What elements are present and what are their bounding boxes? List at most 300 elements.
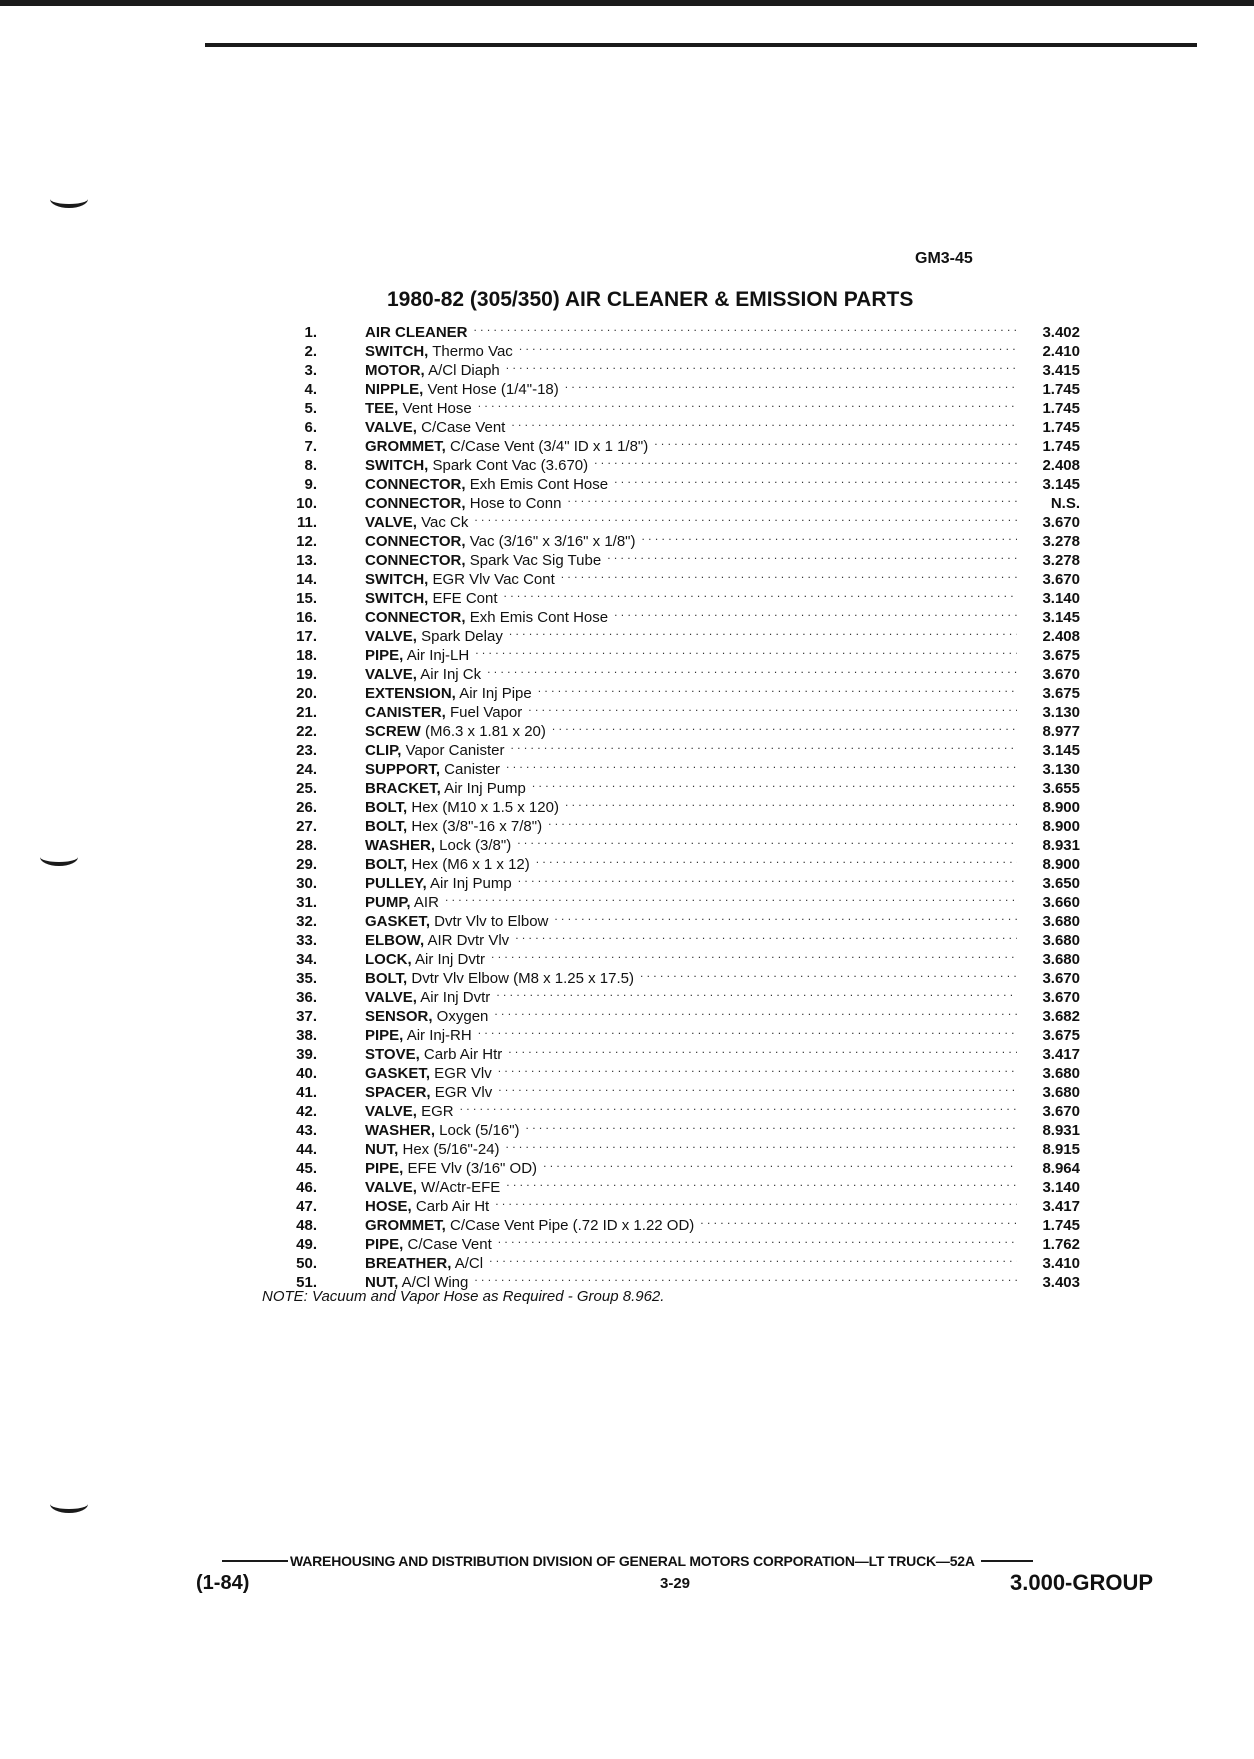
part-group-number: 3.417 xyxy=(1042,1198,1080,1215)
part-detail: Fuel Vapor xyxy=(445,704,523,721)
part-number: 38. xyxy=(296,1027,317,1044)
part-detail: Vac (3/16" x 3/16" x 1/8") xyxy=(465,533,636,550)
part-number: 10. xyxy=(296,495,317,512)
part-group-number: 8.977 xyxy=(1042,723,1080,740)
part-detail: Hex (5/16"-24) xyxy=(398,1141,500,1158)
part-detail: W/Actr-EFE xyxy=(416,1179,501,1196)
part-name: EXTENSION, xyxy=(365,685,456,702)
leader-dots xyxy=(511,413,1017,432)
leader-dots xyxy=(654,432,1017,451)
part-row xyxy=(270,945,1080,968)
part-name: VALVE, xyxy=(365,1103,417,1120)
part-group-number: 3.415 xyxy=(1042,362,1080,379)
part-detail: Air Inj Dvtr xyxy=(411,951,486,968)
part-detail: Spark Cont Vac (3.670) xyxy=(428,457,589,474)
part-detail: Lock (5/16") xyxy=(435,1122,520,1139)
leader-dots xyxy=(478,394,1017,413)
part-group-number: 1.745 xyxy=(1042,381,1080,398)
part-row xyxy=(270,1268,1080,1291)
part-name: ELBOW, xyxy=(365,932,425,949)
part-number: 21. xyxy=(296,704,317,721)
leader-dots xyxy=(543,1154,1017,1173)
part-name: PIPE, xyxy=(365,1160,404,1177)
part-number: 2. xyxy=(304,343,317,360)
part-group-number: 3.680 xyxy=(1042,1084,1080,1101)
part-name: SPACER, xyxy=(365,1084,431,1101)
leader-dots xyxy=(538,679,1017,698)
part-number: 7. xyxy=(304,438,317,455)
part-row xyxy=(270,1154,1080,1177)
part-detail: Vent Hose xyxy=(398,400,472,417)
leader-dots xyxy=(487,660,1017,679)
part-name: VALVE, xyxy=(365,1179,417,1196)
part-detail: Exh Emis Cont Hose xyxy=(465,476,609,493)
part-row xyxy=(270,1249,1080,1272)
part-row xyxy=(270,907,1080,930)
part-name: AIR CLEANER xyxy=(365,324,468,341)
part-number: 6. xyxy=(304,419,317,436)
part-number: 48. xyxy=(296,1217,317,1234)
part-detail: EGR Vlv Vac Cont xyxy=(428,571,555,588)
part-name: BOLT, xyxy=(365,970,408,987)
part-group-number: 3.417 xyxy=(1042,1046,1080,1063)
part-detail: Vac Ck xyxy=(416,514,469,531)
leader-dots xyxy=(506,1173,1017,1192)
part-row xyxy=(270,1002,1080,1025)
part-group-number: 3.130 xyxy=(1042,704,1080,721)
leader-dots xyxy=(536,850,1017,869)
leader-dots xyxy=(504,584,1017,603)
part-detail: Hex (M10 x 1.5 x 120) xyxy=(407,799,559,816)
part-name: CLIP, xyxy=(365,742,402,759)
leader-dots xyxy=(614,603,1017,622)
part-row xyxy=(270,394,1080,417)
part-row xyxy=(270,508,1080,531)
page-title: 1980-82 (305/350) AIR CLEANER & EMISSION PARTS xyxy=(387,288,914,311)
part-group-number: 1.745 xyxy=(1042,438,1080,455)
part-number: 22. xyxy=(296,723,317,740)
part-group-number: 3.675 xyxy=(1042,685,1080,702)
part-row xyxy=(270,1230,1080,1253)
part-row xyxy=(270,1116,1080,1139)
leader-dots xyxy=(519,337,1017,356)
part-name: MOTOR, xyxy=(365,362,425,379)
leader-dots xyxy=(614,470,1017,489)
part-detail: Hex (3/8"-16 x 7/8") xyxy=(407,818,543,835)
part-number: 15. xyxy=(296,590,317,607)
part-number: 27. xyxy=(296,818,317,835)
leader-dots xyxy=(478,1021,1017,1040)
part-number: 25. xyxy=(296,780,317,797)
part-row xyxy=(270,546,1080,569)
leader-dots xyxy=(495,1192,1017,1211)
part-detail: Air Inj Pump xyxy=(440,780,526,797)
leader-dots xyxy=(565,375,1017,394)
part-name: VALVE, xyxy=(365,628,417,645)
part-detail: A/Cl xyxy=(451,1255,484,1272)
part-row xyxy=(270,432,1080,455)
part-detail: Oxygen xyxy=(432,1008,489,1025)
footer-page-number: 3-29 xyxy=(660,1575,691,1592)
part-detail: Hex (M6 x 1 x 12) xyxy=(407,856,530,873)
part-name: SCREW xyxy=(365,723,421,740)
part-detail: C/Case Vent xyxy=(416,419,506,436)
footer-line xyxy=(222,1553,1172,1569)
part-row xyxy=(270,869,1080,892)
part-detail: Carb Air Ht xyxy=(411,1198,490,1215)
part-name: PUMP, xyxy=(365,894,411,911)
part-row xyxy=(270,774,1080,797)
part-number: 41. xyxy=(296,1084,317,1101)
part-detail: Vapor Canister xyxy=(401,742,505,759)
part-name: PIPE, xyxy=(365,647,404,664)
part-name: CONNECTOR, xyxy=(365,552,466,569)
part-row xyxy=(270,470,1080,493)
part-group-number: 3.410 xyxy=(1042,1255,1080,1272)
part-number: 20. xyxy=(296,685,317,702)
leader-dots xyxy=(561,565,1017,584)
part-detail: Dvtr Vlv to Elbow xyxy=(430,913,549,930)
page-code: GM3-45 xyxy=(915,250,973,267)
part-group-number: 3.278 xyxy=(1042,552,1080,569)
part-number: 23. xyxy=(296,742,317,759)
part-group-number: 3.680 xyxy=(1042,913,1080,930)
part-group-number: 8.900 xyxy=(1042,799,1080,816)
part-number: 49. xyxy=(296,1236,317,1253)
leader-dots xyxy=(474,1268,1017,1287)
leader-dots xyxy=(515,926,1017,945)
part-name: NUT, xyxy=(365,1141,399,1158)
part-number: 5. xyxy=(304,400,317,417)
part-name: PIPE, xyxy=(365,1027,404,1044)
leader-dots xyxy=(506,755,1017,774)
part-row xyxy=(270,1097,1080,1120)
footer-date: (1-84) xyxy=(196,1572,250,1594)
part-name: LOCK, xyxy=(365,951,412,968)
part-name: NUT, xyxy=(365,1274,399,1291)
part-group-number: 3.670 xyxy=(1042,970,1080,987)
part-row xyxy=(270,698,1080,721)
leader-dots xyxy=(511,736,1017,755)
leader-dots xyxy=(496,983,1017,1002)
part-number: 47. xyxy=(296,1198,317,1215)
part-detail: Air Inj-LH xyxy=(403,647,470,664)
leader-dots xyxy=(506,1135,1017,1154)
part-number: 14. xyxy=(296,571,317,588)
part-number: 35. xyxy=(296,970,317,987)
footer-division-text: WAREHOUSING AND DISTRIBUTION DIVISION OF GENERAL MOTORS CORPORATION—LT TRUCK—52A xyxy=(290,1553,975,1569)
part-number: 3. xyxy=(304,362,317,379)
part-name: SWITCH, xyxy=(365,343,429,360)
part-name: PIPE, xyxy=(365,1236,404,1253)
part-number: 36. xyxy=(296,989,317,1006)
binder-hole-mark xyxy=(50,1495,88,1513)
part-group-number: 2.408 xyxy=(1042,457,1080,474)
binder-hole-mark xyxy=(40,848,78,866)
part-detail: Air Inj Ck xyxy=(416,666,482,683)
footer-rule-left xyxy=(222,1560,288,1562)
part-detail: EGR xyxy=(416,1103,454,1120)
part-detail: Hose to Conn xyxy=(465,495,562,512)
part-number: 42. xyxy=(296,1103,317,1120)
part-row xyxy=(270,850,1080,873)
part-group-number: 3.670 xyxy=(1042,571,1080,588)
part-row xyxy=(270,1211,1080,1234)
part-name: WASHER, xyxy=(365,1122,436,1139)
part-group-number: 3.145 xyxy=(1042,742,1080,759)
part-number: 40. xyxy=(296,1065,317,1082)
part-row xyxy=(270,641,1080,664)
part-group-number: 2.410 xyxy=(1042,343,1080,360)
page-top-border xyxy=(0,0,1254,6)
leader-dots xyxy=(498,1078,1017,1097)
part-name: BREATHER, xyxy=(365,1255,452,1272)
leader-dots xyxy=(498,1230,1017,1249)
part-name: CONNECTOR, xyxy=(365,609,466,626)
part-group-number: 3.670 xyxy=(1042,514,1080,531)
part-group-number: 1.745 xyxy=(1042,419,1080,436)
part-row xyxy=(270,679,1080,702)
leader-dots xyxy=(474,508,1017,527)
part-group-number: 3.140 xyxy=(1042,1179,1080,1196)
part-row xyxy=(270,318,1080,341)
part-row xyxy=(270,1021,1080,1044)
part-name: CONNECTOR, xyxy=(365,495,466,512)
leader-dots xyxy=(474,318,1017,337)
part-group-number: 8.900 xyxy=(1042,818,1080,835)
part-name: VALVE, xyxy=(365,514,417,531)
part-name: PULLEY, xyxy=(365,875,427,892)
part-group-number: 3.403 xyxy=(1042,1274,1080,1291)
part-number: 17. xyxy=(296,628,317,645)
part-name: NIPPLE, xyxy=(365,381,424,398)
part-detail: Exh Emis Cont Hose xyxy=(465,609,609,626)
part-row xyxy=(270,356,1080,379)
part-detail: Air Inj Pipe xyxy=(455,685,532,702)
part-name: VALVE, xyxy=(365,666,417,683)
part-name: VALVE, xyxy=(365,419,417,436)
part-name: BOLT, xyxy=(365,818,408,835)
part-detail: EFE Vlv (3/16" OD) xyxy=(403,1160,538,1177)
part-number: 26. xyxy=(296,799,317,816)
part-row xyxy=(270,964,1080,987)
part-row xyxy=(270,717,1080,740)
part-row xyxy=(270,337,1080,360)
part-number: 12. xyxy=(296,533,317,550)
leader-dots xyxy=(640,964,1017,983)
part-number: 19. xyxy=(296,666,317,683)
part-group-number: 1.745 xyxy=(1042,400,1080,417)
part-number: 34. xyxy=(296,951,317,968)
part-group-number: 1.762 xyxy=(1042,1236,1080,1253)
part-detail: A/Cl Diaph xyxy=(424,362,500,379)
part-group-number: 3.655 xyxy=(1042,780,1080,797)
part-number: 9. xyxy=(304,476,317,493)
part-group-number: 3.670 xyxy=(1042,1103,1080,1120)
part-number: 33. xyxy=(296,932,317,949)
part-name: CONNECTOR, xyxy=(365,476,466,493)
part-detail: Air Inj Pump xyxy=(426,875,512,892)
leader-dots xyxy=(565,793,1017,812)
part-number: 29. xyxy=(296,856,317,873)
leader-dots xyxy=(552,717,1017,736)
part-group-number: 3.675 xyxy=(1042,647,1080,664)
part-number: 43. xyxy=(296,1122,317,1139)
part-group-number: 3.675 xyxy=(1042,1027,1080,1044)
leader-dots xyxy=(509,622,1017,641)
part-row xyxy=(270,793,1080,816)
part-group-number: 8.964 xyxy=(1042,1160,1080,1177)
leader-dots xyxy=(554,907,1017,926)
leader-dots xyxy=(498,1059,1017,1078)
leader-dots xyxy=(526,1116,1017,1135)
part-name: GASKET, xyxy=(365,913,431,930)
part-detail: (M6.3 x 1.81 x 20) xyxy=(420,723,546,740)
part-group-number: 3.145 xyxy=(1042,609,1080,626)
part-name: CONNECTOR, xyxy=(365,533,466,550)
part-name: STOVE, xyxy=(365,1046,420,1063)
leader-dots xyxy=(445,888,1017,907)
part-number: 11. xyxy=(296,514,317,531)
part-row xyxy=(270,1040,1080,1063)
part-number: 16. xyxy=(296,609,317,626)
part-number: 24. xyxy=(296,761,317,778)
part-name: BRACKET, xyxy=(365,780,441,797)
note: NOTE: Vacuum and Vapor Hose as Required - Group 8.962. xyxy=(262,1288,665,1305)
part-detail: C/Case Vent (3/4" ID x 1 1/8") xyxy=(445,438,649,455)
leader-dots xyxy=(532,774,1017,793)
part-name: VALVE, xyxy=(365,989,417,1006)
part-group-number: 3.670 xyxy=(1042,666,1080,683)
part-detail: Vent Hose (1/4"-18) xyxy=(423,381,559,398)
part-number: 32. xyxy=(296,913,317,930)
part-row xyxy=(270,926,1080,949)
leader-dots xyxy=(475,641,1017,660)
part-row xyxy=(270,603,1080,626)
parts-list xyxy=(270,318,1080,1291)
part-row xyxy=(270,1192,1080,1215)
part-number: 39. xyxy=(296,1046,317,1063)
part-number: 46. xyxy=(296,1179,317,1196)
part-detail: Dvtr Vlv Elbow (M8 x 1.25 x 17.5) xyxy=(407,970,634,987)
part-row xyxy=(270,660,1080,683)
part-group-number: 3.682 xyxy=(1042,1008,1080,1025)
leader-dots xyxy=(517,831,1017,850)
part-number: 31. xyxy=(296,894,317,911)
part-detail: Carb Air Htr xyxy=(419,1046,503,1063)
part-row xyxy=(270,451,1080,474)
part-row xyxy=(270,831,1080,854)
part-detail: Air Inj-RH xyxy=(403,1027,472,1044)
part-row xyxy=(270,584,1080,607)
part-detail: AIR Dvtr Vlv xyxy=(424,932,510,949)
part-row xyxy=(270,489,1080,512)
leader-dots xyxy=(489,1249,1017,1268)
part-row xyxy=(270,375,1080,398)
part-name: GASKET, xyxy=(365,1065,431,1082)
part-detail: EGR Vlv xyxy=(430,1084,493,1101)
leader-dots xyxy=(548,812,1017,831)
part-row xyxy=(270,812,1080,835)
part-number: 13. xyxy=(296,552,317,569)
part-detail: Thermo Vac xyxy=(428,343,513,360)
part-name: BOLT, xyxy=(365,799,408,816)
part-name: GROMMET, xyxy=(365,438,446,455)
part-row xyxy=(270,622,1080,645)
part-detail: C/Case Vent Pipe (.72 ID x 1.22 OD) xyxy=(445,1217,695,1234)
part-row xyxy=(270,527,1080,550)
part-group-number: 3.670 xyxy=(1042,989,1080,1006)
part-number: 51. xyxy=(296,1274,317,1291)
part-group-number: 3.660 xyxy=(1042,894,1080,911)
part-row xyxy=(270,1059,1080,1082)
top-rule xyxy=(205,43,1197,47)
part-detail: Spark Vac Sig Tube xyxy=(465,552,602,569)
leader-dots xyxy=(594,451,1017,470)
part-name: GROMMET, xyxy=(365,1217,446,1234)
part-group-number: 2.408 xyxy=(1042,628,1080,645)
part-row xyxy=(270,413,1080,436)
part-detail: EGR Vlv xyxy=(430,1065,492,1082)
part-group-number: 3.680 xyxy=(1042,1065,1080,1082)
part-row xyxy=(270,736,1080,759)
part-detail: C/Case Vent xyxy=(403,1236,492,1253)
part-group-number: 8.931 xyxy=(1042,1122,1080,1139)
part-row xyxy=(270,888,1080,911)
leader-dots xyxy=(491,945,1017,964)
leader-dots xyxy=(460,1097,1017,1116)
part-name: BOLT, xyxy=(365,856,408,873)
part-number: 1. xyxy=(304,324,317,341)
part-name: HOSE, xyxy=(365,1198,412,1215)
part-group-number: 3.145 xyxy=(1042,476,1080,493)
footer-group: 3.000-GROUP xyxy=(1010,1570,1154,1595)
part-name: SWITCH, xyxy=(365,571,429,588)
leader-dots xyxy=(518,869,1017,888)
leader-dots xyxy=(567,489,1017,508)
leader-dots xyxy=(508,1040,1017,1059)
leader-dots xyxy=(607,546,1017,565)
part-group-number: 3.680 xyxy=(1042,932,1080,949)
leader-dots xyxy=(528,698,1017,717)
part-row xyxy=(270,1078,1080,1101)
part-number: 28. xyxy=(296,837,317,854)
part-detail: Lock (3/8") xyxy=(435,837,512,854)
part-detail: Spark Delay xyxy=(416,628,503,645)
part-number: 50. xyxy=(296,1255,317,1272)
part-detail: Canister xyxy=(440,761,501,778)
leader-dots xyxy=(700,1211,1017,1230)
part-number: 45. xyxy=(296,1160,317,1177)
binder-hole-mark xyxy=(50,190,88,208)
part-number: 4. xyxy=(304,381,317,398)
part-name: SENSOR, xyxy=(365,1008,433,1025)
part-group-number: 3.650 xyxy=(1042,875,1080,892)
part-group-number: 3.140 xyxy=(1042,590,1080,607)
part-group-number: 3.130 xyxy=(1042,761,1080,778)
part-row xyxy=(270,983,1080,1006)
part-number: 30. xyxy=(296,875,317,892)
part-detail: AIR xyxy=(410,894,439,911)
leader-dots xyxy=(506,356,1017,375)
part-detail: Air Inj Dvtr xyxy=(416,989,491,1006)
part-name: SWITCH, xyxy=(365,590,429,607)
part-detail: EFE Cont xyxy=(428,590,498,607)
part-group-number: 3.402 xyxy=(1042,324,1080,341)
part-group-number: N.S. xyxy=(1050,495,1080,512)
footer-rule-right xyxy=(981,1560,1033,1562)
part-name: CANISTER, xyxy=(365,704,446,721)
